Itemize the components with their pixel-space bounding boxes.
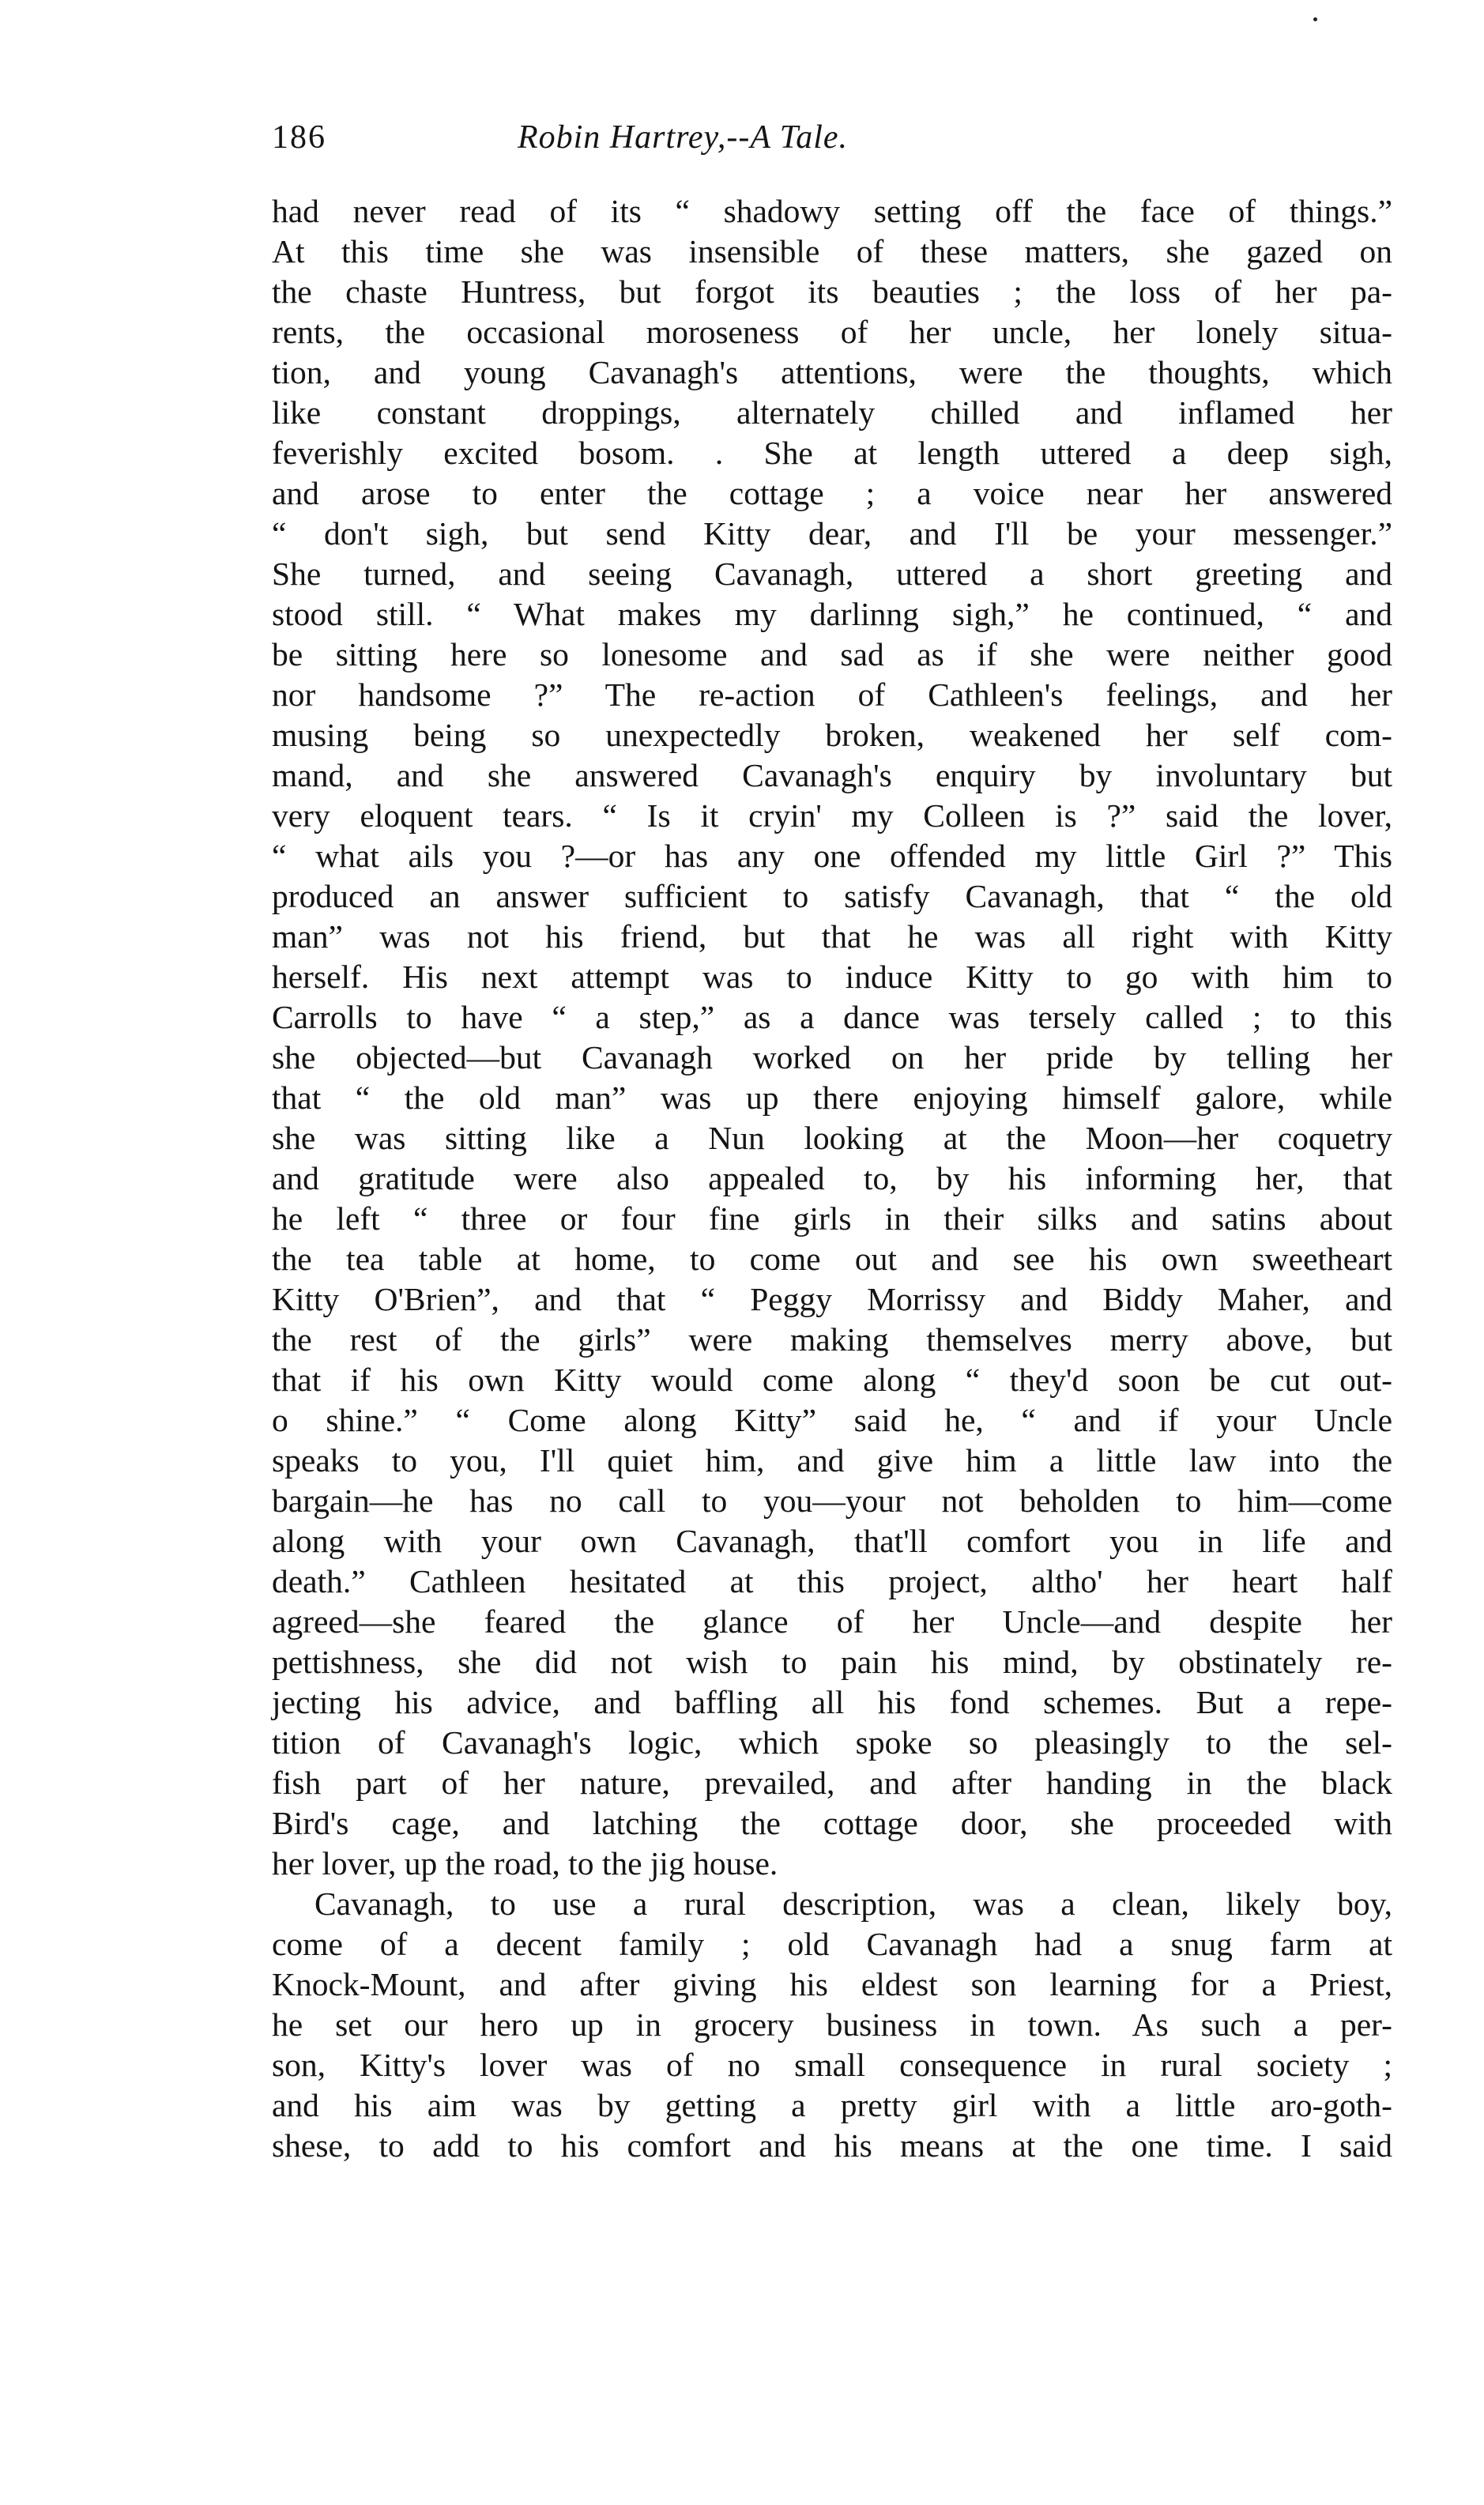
- text-line: Carrolls to have “ a step,” as a dance was tersely called ; to this: [272, 999, 1392, 1035]
- body-text: [272, 191, 1392, 2166]
- running-title: Robin Hartrey,--A Tale.: [517, 119, 849, 156]
- text-line: musing being so unexpectedly broken, weakened her self com-: [272, 717, 1392, 753]
- text-line: tition of Cavanagh's logic, which spoke so pleasingly to the sel-: [272, 1724, 1392, 1761]
- text-line: death.” Cathleen hesitated at this project, altho' her heart half: [272, 1563, 1392, 1599]
- ink-speck: [1313, 17, 1317, 21]
- text-line: the rest of the girls” were making themselves merry above, but: [272, 1321, 1392, 1358]
- text-line: be sitting here so lonesome and sad as if she were neither good: [272, 636, 1392, 672]
- text-line: very eloquent tears. “ Is it cryin' my Colleen is ?” said the lover,: [272, 797, 1392, 834]
- text-line: “ what ails you ?—or has any one offended my little Girl ?” This: [272, 838, 1392, 874]
- text-line: mand, and she answered Cavanagh's enquiry by involuntary but: [272, 757, 1392, 793]
- text-line: Cavanagh, to use a rural description, was a clean, likely boy,: [315, 1885, 1392, 1922]
- text-line: her lover, up the road, to the jig house.: [272, 1845, 778, 1882]
- text-line: like constant droppings, alternately chilled and inflamed her: [272, 394, 1392, 431]
- text-line: produced an answer sufficient to satisfy Cavanagh, that “ the old: [272, 878, 1392, 914]
- text-line: man” was not his friend, but that he was all right with Kitty: [272, 918, 1392, 955]
- text-line: stood still. “ What makes my darlinng sigh,” he continued, “ and: [272, 596, 1392, 632]
- text-line: Kitty O'Brien”, and that “ Peggy Morrissy and Biddy Maher, and: [272, 1281, 1392, 1317]
- text-line: shese, to add to his comfort and his means at the one time. I said: [272, 2127, 1392, 2164]
- text-line: he set our hero up in grocery business in town. As such a per-: [272, 2006, 1392, 2043]
- text-line: o shine.” “ Come along Kitty” said he, “ and if your Uncle: [272, 1402, 1392, 1438]
- text-line: and his aim was by getting a pretty girl with a little aro-goth-: [272, 2087, 1392, 2123]
- page-number: 186: [272, 119, 326, 156]
- text-line: fish part of her nature, prevailed, and after handing in the black: [272, 1765, 1392, 1801]
- text-line: herself. His next attempt was to induce Kitty to go with him to: [272, 959, 1392, 995]
- text-line: nor handsome ?” The re-action of Cathleen's feelings, and her: [272, 676, 1392, 713]
- text-line: tion, and young Cavanagh's attentions, were the thoughts, which: [272, 354, 1392, 390]
- text-line: the tea table at home, to come out and see his own sweetheart: [272, 1241, 1392, 1277]
- text-line: “ don't sigh, but send Kitty dear, and I'll be your messenger.”: [272, 515, 1392, 552]
- text-line: the chaste Huntress, but forgot its beauties ; the loss of her pa-: [272, 273, 1392, 310]
- text-line: rents, the occasional moroseness of her uncle, her lonely situa-: [272, 314, 1392, 350]
- page-header: [272, 119, 1394, 166]
- text-line: son, Kitty's lover was of no small consequence in rural society ;: [272, 2047, 1392, 2083]
- text-line: he left “ three or four fine girls in their silks and satins about: [272, 1200, 1392, 1237]
- text-line: she was sitting like a Nun looking at the Moon—her coquetry: [272, 1120, 1392, 1156]
- text-line: pettishness, she did not wish to pain his mind, by obstinately re-: [272, 1644, 1392, 1680]
- text-line: along with your own Cavanagh, that'll comfort you in life and: [272, 1523, 1392, 1559]
- text-line: had never read of its “ shadowy setting off the face of things.”: [272, 193, 1392, 229]
- text-line: jecting his advice, and baffling all his fond schemes. But a repe-: [272, 1684, 1392, 1720]
- text-line: she objected—but Cavanagh worked on her pride by telling her: [272, 1039, 1392, 1075]
- text-line: bargain—he has no call to you—your not beholden to him—come: [272, 1482, 1392, 1519]
- text-line: come of a decent family ; old Cavanagh had a snug farm at: [272, 1926, 1392, 1962]
- text-line: and arose to enter the cottage ; a voice near her answered: [272, 475, 1392, 511]
- text-line: At this time she was insensible of these matters, she gazed on: [272, 233, 1392, 269]
- text-line: and gratitude were also appealed to, by his informing her, that: [272, 1160, 1392, 1196]
- text-line: Knock-Mount, and after giving his eldest son learning for a Priest,: [272, 1966, 1392, 2002]
- text-line: that “ the old man” was up there enjoying himself galore, while: [272, 1079, 1392, 1116]
- text-line: that if his own Kitty would come along “ they'd soon be cut out-: [272, 1362, 1392, 1398]
- text-line: Bird's cage, and latching the cottage door, she proceeded with: [272, 1805, 1392, 1841]
- text-line: speaks to you, I'll quiet him, and give him a little law into the: [272, 1442, 1392, 1479]
- text-line: agreed—she feared the glance of her Uncle—and despite her: [272, 1603, 1392, 1640]
- text-line: feverishly excited bosom. . She at length uttered a deep sigh,: [272, 435, 1392, 471]
- text-line: She turned, and seeing Cavanagh, uttered a short greeting and: [272, 556, 1392, 592]
